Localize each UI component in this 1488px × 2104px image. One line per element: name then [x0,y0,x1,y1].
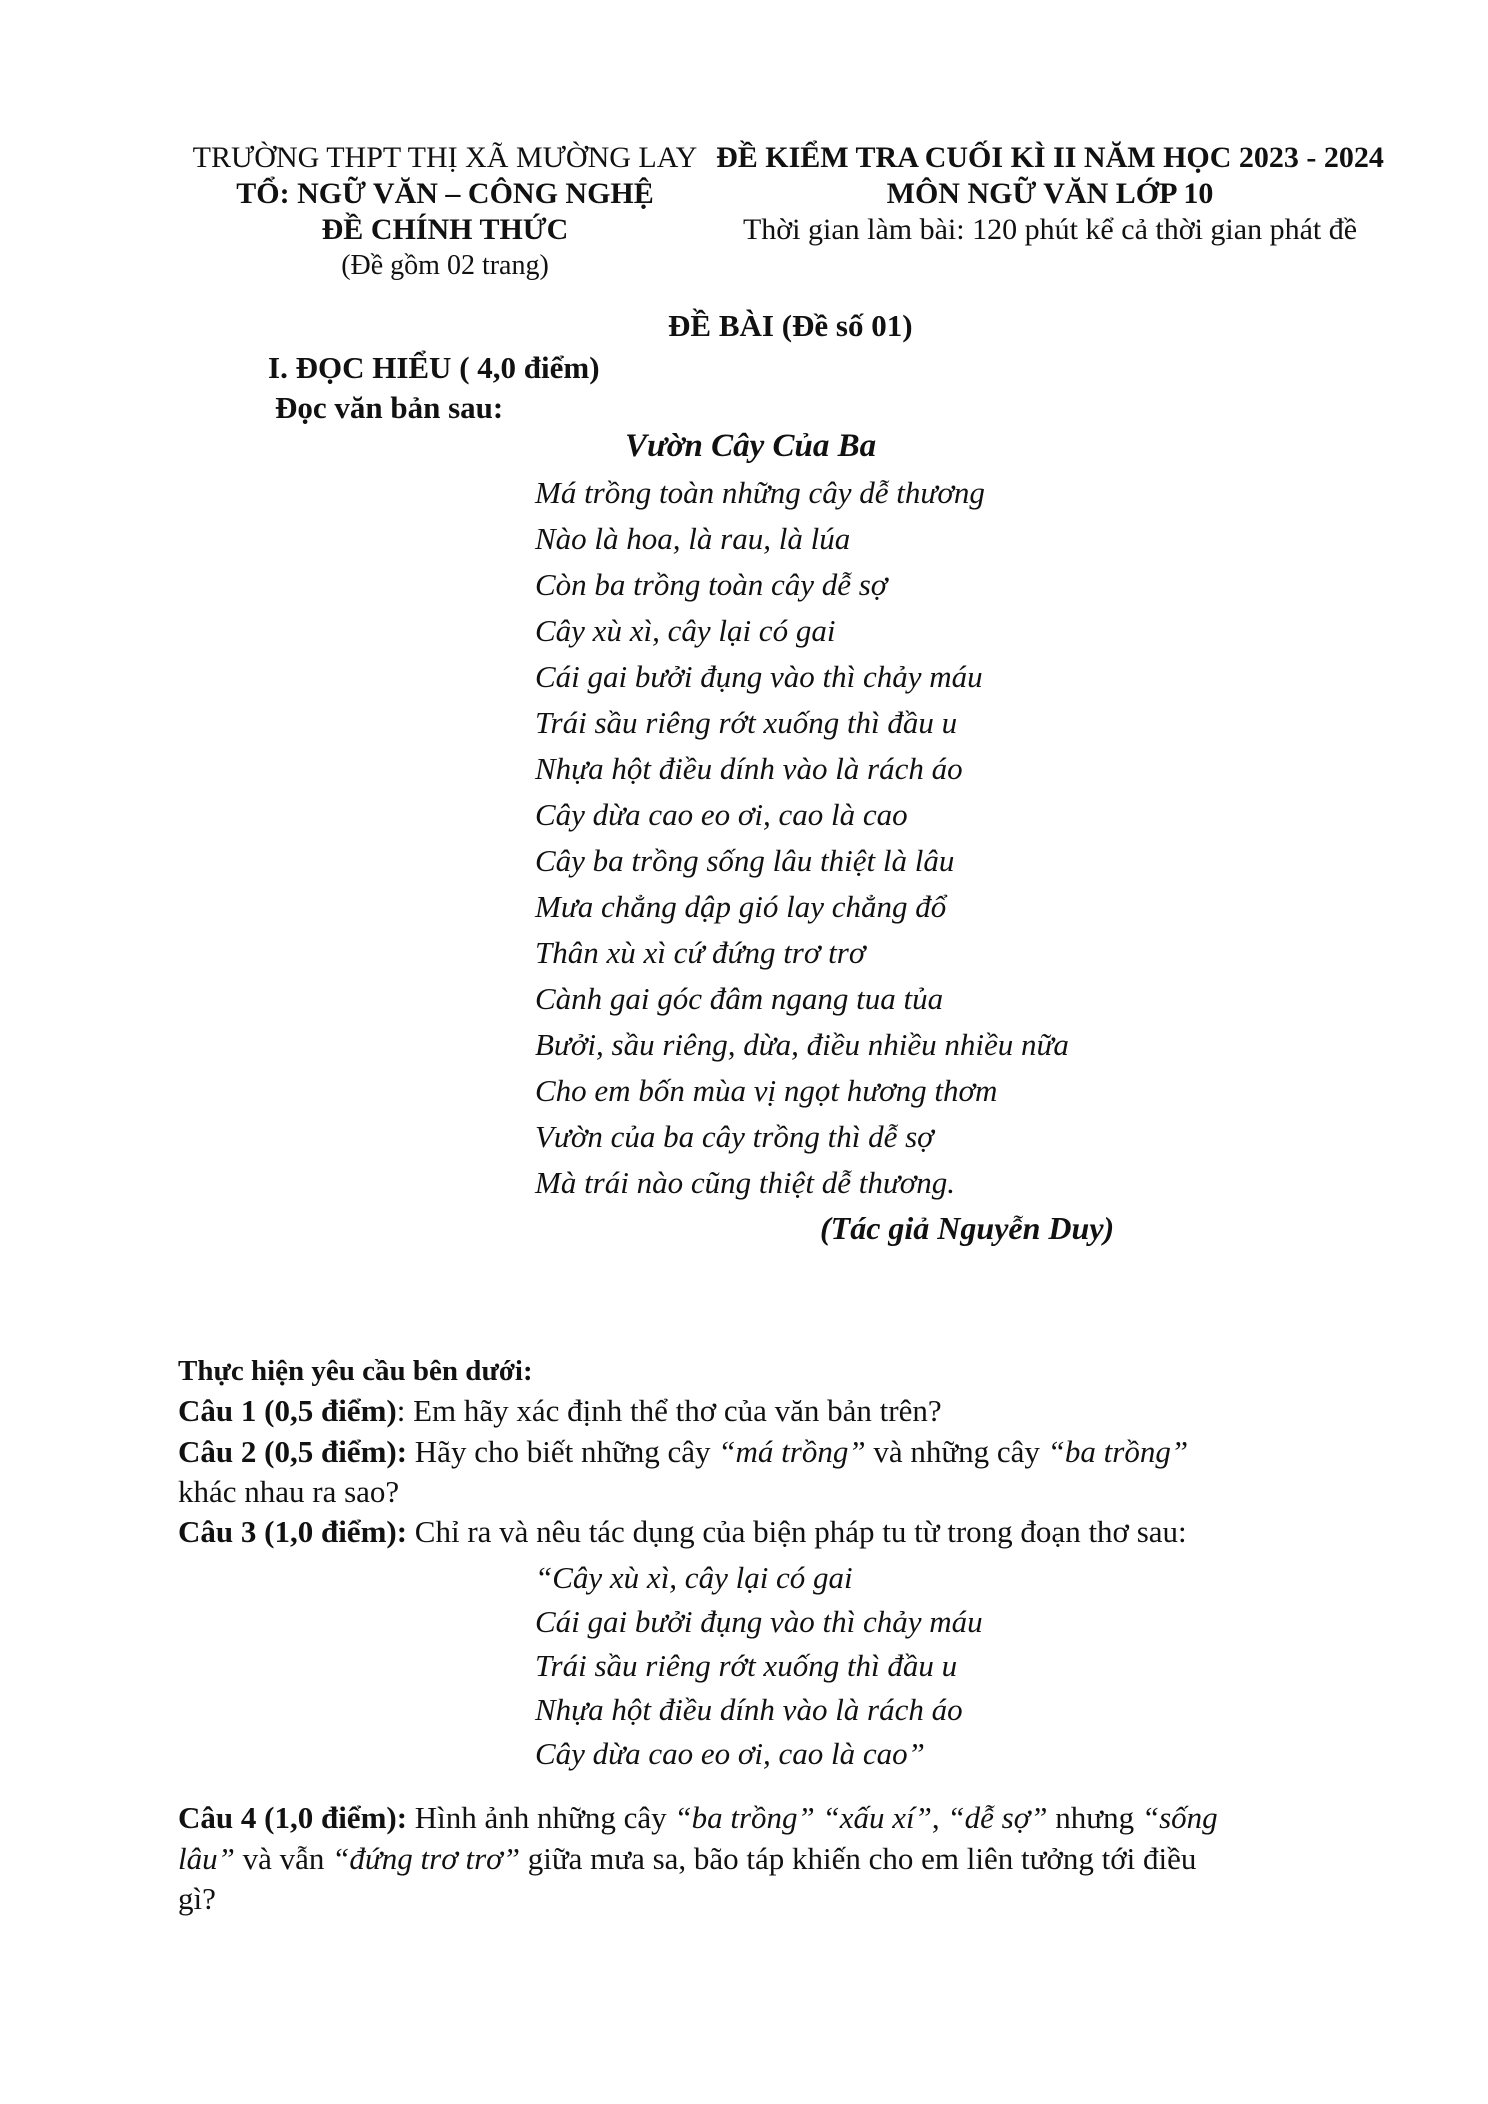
question-2 [178,1434,1188,1470]
question-4-quote-d: lâu” [178,1841,235,1876]
question-2-quote-b: “ba trồng” [1047,1434,1189,1469]
tasks-heading: Thực hiện yêu cầu bên dưới: [178,1355,533,1387]
question-3 [178,1514,1187,1550]
poem-line: Cho em bốn mùa vị ngọt hương thơm [535,1073,998,1108]
poem-line: Nhựa hột điều dính vào là rách áo [535,751,963,786]
poem-line: Còn ba trồng toàn cây dễ sợ [535,567,888,602]
header-right [690,140,1410,248]
question-4-text-b: , [931,1800,948,1835]
poem-line: Trái sầu riêng rớt xuống thì đầu u [535,705,958,740]
question-4-continued [178,1841,1196,1877]
poem-line: Thân xù xì cứ đứng trơ trơ [535,935,866,970]
question-4-text-a: Hình ảnh những cây [407,1800,675,1835]
question-2-label: Câu 2 (0,5 điểm): [178,1434,408,1469]
question-3-text: Chỉ ra và nêu tác dụng của biện pháp tu từ trong đoạn thơ sau: [407,1514,1187,1549]
section-title: I. ĐỌC HIỂU ( 4,0 điểm) [268,350,600,385]
question-2-text-b: và những cây [865,1434,1048,1469]
section-instruction: Đọc văn bản sau: [275,390,504,425]
poem-line: Mưa chẳng dập gió lay chẳng đổ [535,889,947,924]
exam-heading: ĐỀ BÀI (Đề số 01) [668,308,913,343]
poem-line: Cái gai bưởi đụng vào thì chảy máu [535,659,983,694]
question-4-text-e: giữa mưa sa, bão táp khiến cho em liên tưởng tới điều [519,1841,1197,1876]
quote-line: “Cây xù xì, cây lại có gai [535,1560,853,1595]
question-2-continued: khác nhau ra sao? [178,1474,400,1509]
question-2-quote-a: “má trồng” [718,1434,866,1469]
page-count-note: (Đề gồm 02 trang) [341,250,549,281]
quote-line: Cây dừa cao eo ơi, cao là cao” [535,1736,925,1771]
quote-line: Trái sầu riêng rớt xuống thì đầu u [535,1648,958,1683]
question-1-text: : Em hãy xác định thể thơ của văn bản trên? [396,1393,942,1428]
poem-line: Cây xù xì, cây lại có gai [535,613,836,648]
poem-line: Má trồng toàn những cây dễ thương [535,475,985,510]
time-note: Thời gian làm bài: 120 phút kể cả thời gian phát đề [742,213,1358,246]
poem-line: Cây dừa cao eo ơi, cao là cao [535,797,908,832]
question-4-quote-b: “dễ sợ” [947,1800,1048,1835]
poem-body [535,470,1069,1206]
question-4-text-c: nhưng [1047,1800,1142,1835]
question-4-quote-a: “ba trồng” “xấu xí” [674,1800,932,1835]
quote-line: Nhựa hột điều dính vào là rách áo [535,1692,963,1727]
poem-line: Bưởi, sầu riêng, dừa, điều nhiều nhiều nữa [535,1027,1069,1062]
poem-line: Vườn của ba cây trồng thì dễ sợ [535,1119,934,1154]
school-name: TRƯỜNG THPT THỊ XÃ MƯỜNG LAY [192,141,698,174]
question-3-label: Câu 3 (1,0 điểm): [178,1514,408,1549]
question-4-quote-e: “đứng trơ trơ” [332,1841,520,1876]
poem-line: Mà trái nào cũng thiệt dễ thương. [535,1165,956,1200]
question-4-end: gì? [178,1881,216,1916]
header-left [130,140,760,284]
question-4 [178,1800,1218,1836]
official-label: ĐỀ CHÍNH THỨC [321,213,569,246]
question-3-quote [535,1556,983,1776]
subject-title: MÔN NGỮ VĂN LỚP 10 [886,177,1214,210]
question-1 [178,1393,942,1429]
question-2-text-a: Hãy cho biết những cây [407,1434,719,1469]
question-1-label: Câu 1 (0,5 điểm) [178,1393,397,1428]
poem-author: (Tác giả Nguyễn Duy) [820,1210,1115,1246]
question-4-label: Câu 4 (1,0 điểm): [178,1800,408,1835]
quote-line: Cái gai bưởi đụng vào thì chảy máu [535,1604,983,1639]
poem-line: Cây ba trồng sống lâu thiệt là lâu [535,843,955,878]
exam-title: ĐỀ KIỂM TRA CUỐI KÌ II NĂM HỌC 2023 - 2024 [716,141,1384,174]
question-4-quote-c: “sống [1141,1800,1218,1835]
poem-line: Cành gai góc đâm ngang tua tủa [535,981,944,1016]
department-name: TỔ: NGỮ VĂN – CÔNG NGHỆ [236,177,654,210]
poem-title: Vườn Cây Của Ba [625,428,877,464]
poem-line: Nào là hoa, là rau, là lúa [535,521,851,556]
question-4-text-d: và vẫn [234,1841,333,1876]
